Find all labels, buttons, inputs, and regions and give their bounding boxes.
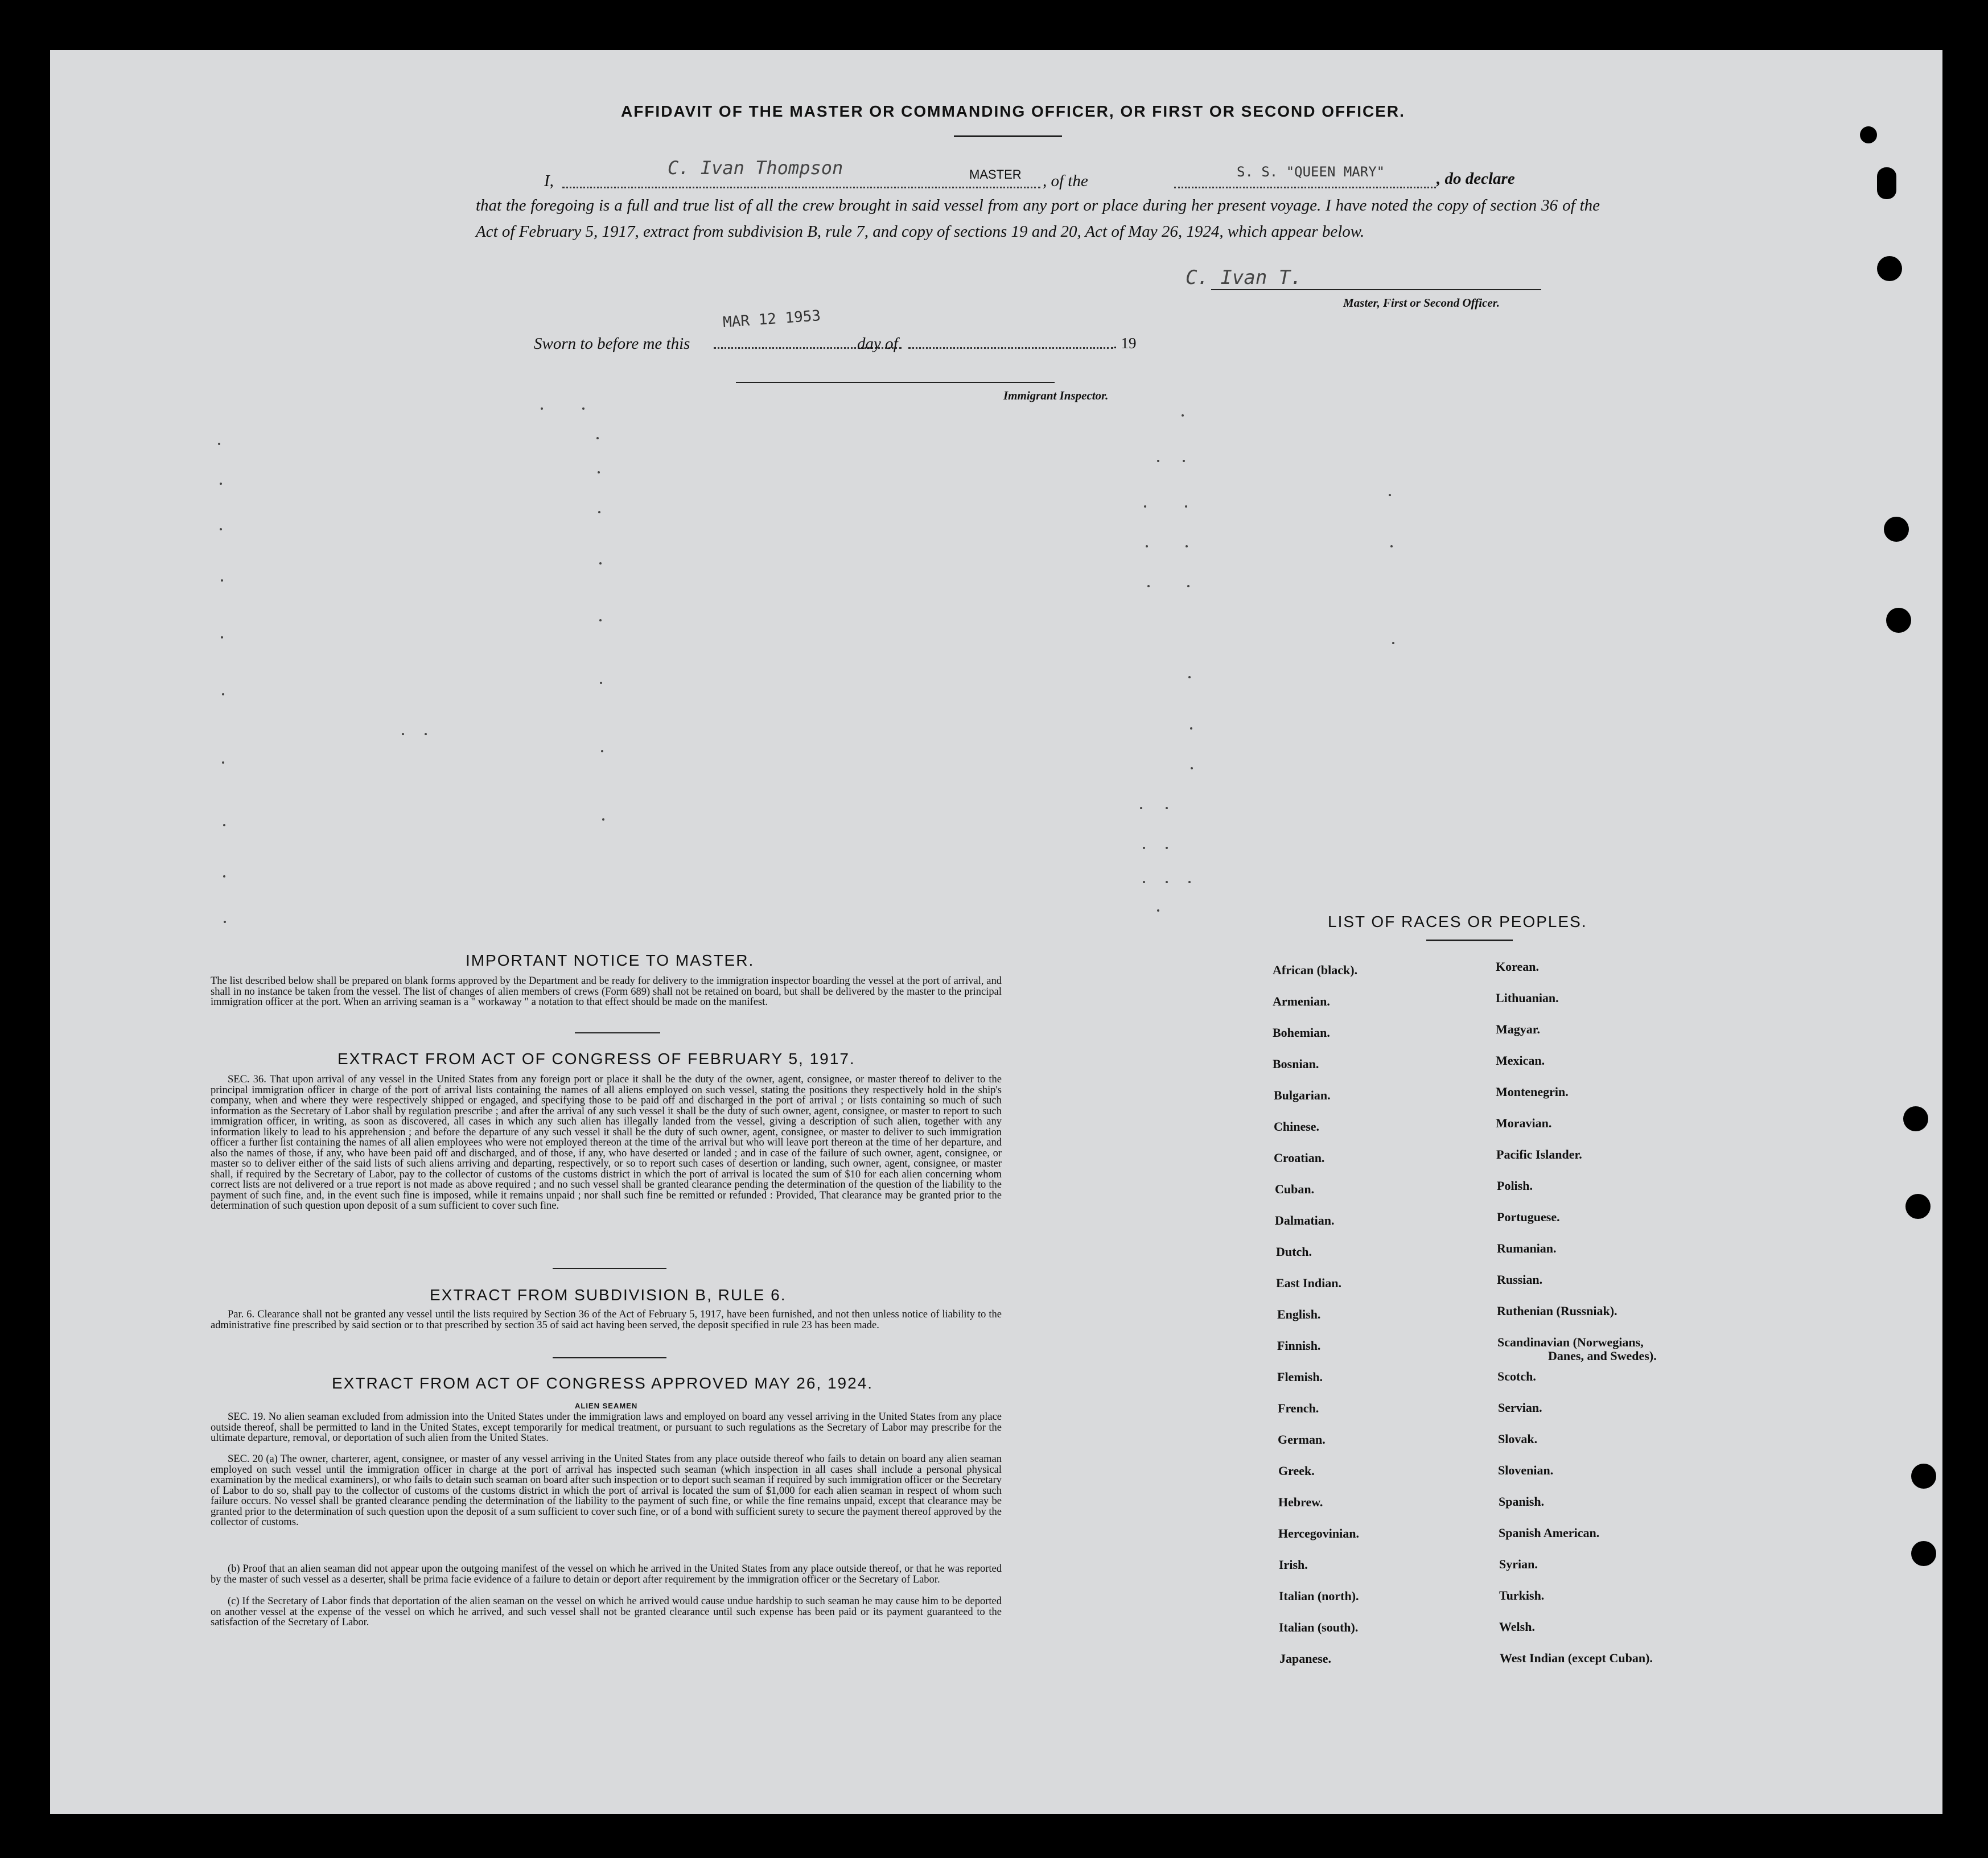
sec19-body: SEC. 19. No alien seaman excluded from admission into the United States under the immigration laws and employed on board any vessel arriving in the United States from any place outside thereof, shall be permitted to land in the United States, except temporarily for medical treatment, or pursuant to such regulations as the Secretary of Labor may prescribe for the ultimate departure, removal, or deportation of such alien from the United States. <box>211 1411 1002 1444</box>
form-dot <box>1143 881 1145 883</box>
form-dot <box>402 733 404 735</box>
sec20a-body: SEC. 20 (a) The owner, charterer, agent, consignee, or master of any vessel arriving in the United States from any place outside thereof who fails to detain on board any alien seaman employed on such vessel until the immigration officer in charge at the port of arrival has inspected such seaman (which inspection in all cases shall include a personal physical examination by the medical examiners), or who fails to detain such seaman on board after such inspection or to deport such seaman if required by such immigration officer or the Secretary of Labor to do so, shall pay to the collector of customs of the customs district in which the port of arrival is located the sum of $1,000 for each alien seaman in respect of whom such failure occurs. No vessel shall be granted clearance pending the determination of the liability to the payment of such fine, or while the fine remains unpaid, except that clearance may be granted prior to the determination of such question upon the deposit of a sum sufficient to cover such fine, or of a bond with sufficient surety to secure the payment thereof approved by the collector of customs. <box>211 1453 1002 1528</box>
of-the-label: , of the <box>1043 172 1088 190</box>
form-dot <box>1146 545 1148 547</box>
race-left-item: French. <box>1278 1401 1319 1415</box>
race-right-item: Slovenian. <box>1498 1463 1554 1477</box>
race-right-item: Scandinavian (Norwegians, <box>1497 1335 1644 1349</box>
officer-signature-handwritten: C. Ivan T. <box>1186 266 1302 289</box>
form-dot <box>1190 727 1192 730</box>
race-left-item: English. <box>1277 1307 1321 1321</box>
race-right-item: Servian. <box>1498 1400 1542 1415</box>
extract-1917-body: SEC. 36. That upon arrival of any vessel in the United States from any foreign port or place it shall be the duty of the owner, agent, consignee, or master thereof to deliver to the principal immigration officer in charge of the port of arrival lists containing the names of all aliens employed on such vessel, stating the positions they respectively hold in the ship's company, when and where they were respectively shipped or engaged, and specifying those to be paid off and discharged in the port of arrival ; or lists containing so much of such information as the Secretary of Labor shall by regulation prescribe ; and after the arrival of any such vessel it shall be the duty of such owner, agent, consignee, or master to report to such immigration officer, in writing, as soon as discovered, all cases in which any such alien has illegally landed from the vessel, giving a description of such alien, together with any information likely to lead to his apprehension ; and before the departure of any such vessel it shall be the duty of such owner, agent, consignee, or master to deliver to such immigration officer a further list containing the names of all alien employees who were not employed thereon at the time of the arrival but who will leave port thereon at the time of her departure, and also the names of those, if any, who have been paid off and discharged, and of those, if any, who have deserted or landed ; and in case of the failure of such owner, agent, consignee, or master so to deliver either of the said lists of such aliens arriving and departing, respectively, or so to report such cases of desertion or landing, such owner, agent, consignee, or master shall, if required by the Secretary of Labor, pay to the collector of customs of the customs district in which the port of arrival is located the sum of $10 for each alien concerning whom correct lists are not delivered or a true report is not made as above required ; and no such vessel shall be granted clearance pending the determination of the question of the liability to the payment of such fine, and, in the event such fine is imposed, while it remains unpaid ; nor shall such fine be remitted or refunded : Provided, That clearance may be granted prior to the determination of such question upon deposit of a sum sufficient to cover such fine. <box>211 1074 1002 1212</box>
form-dot <box>598 511 600 513</box>
race-left-item: Armenian. <box>1273 994 1330 1008</box>
race-left-item: Dutch. <box>1276 1245 1312 1259</box>
form-dot <box>598 471 600 473</box>
form-dot <box>1143 847 1145 849</box>
form-dot <box>602 818 604 821</box>
sworn-label: Sworn to before me this <box>534 335 690 353</box>
notice-body: The list described below shall be prepared on blank forms approved by the Department and be ready for delivery to the immigration inspector boarding the vessel at the port of arrival, and shall in no instance be taken from the vessel. The list of changes of alien members of crews (Form 689) shall not be retained on board, but shall be delivered by the master to the principal immigration officer at the port. When an arriving seaman is a " workaway " a notation to that effect should be made on the manifest. <box>211 975 1002 1008</box>
race-left-item: East Indian. <box>1276 1276 1341 1290</box>
sec20b-body: (b) Proof that an alien seaman did not appear upon the outgoing manifest of the vessel on which he arrived in the United States from any place outside thereof, or that he was reported by the master of such vessel as a deserter, shall be prima facie evidence of a failure to detain or deport after requirement by the immigration officer or the Secretary of Labor. <box>211 1563 1002 1585</box>
form-dot <box>221 579 223 582</box>
form-dot <box>1187 585 1189 587</box>
form-dot <box>599 619 602 621</box>
race-right-item: Lithuanian. <box>1496 991 1559 1005</box>
inspector-signature-line <box>736 382 1055 383</box>
title-underline <box>954 135 1062 137</box>
races-underline <box>1426 940 1513 941</box>
form-dot <box>222 693 224 695</box>
punch-hole <box>1903 1106 1928 1131</box>
race-left-item: African (black). <box>1273 963 1358 977</box>
race-right-item: Rumanian. <box>1497 1241 1557 1255</box>
signer-caption: Master, First or Second Officer. <box>1343 296 1500 310</box>
form-dot <box>1188 676 1191 678</box>
subdivision-title: EXTRACT FROM SUBDIVISION B, RULE 6. <box>430 1286 787 1304</box>
officer-signature-line <box>1211 289 1541 290</box>
subdivision-body: Par. 6. Clearance shall not be granted any vessel until the lists required by Section 36 of the Act of February 5, 1917, have been furnished, and not then unless notice of liability to the administrative fine prescribed by said section or to that prescribed by section 35 of said act having been served, the deposit specified in rule 23 has been made. <box>211 1309 1002 1331</box>
affidavit-i-label: I, <box>544 172 554 190</box>
race-left-item: Bohemian. <box>1273 1025 1330 1040</box>
year-label: . 19 <box>1113 335 1137 352</box>
vessel-name: S. S. "QUEEN MARY" <box>1237 164 1385 180</box>
race-left-item: German. <box>1278 1432 1326 1447</box>
form-dot <box>1185 505 1187 508</box>
form-dot <box>218 443 220 445</box>
form-dot <box>425 733 427 735</box>
race-left-item: Bosnian. <box>1273 1057 1319 1071</box>
form-dot <box>1157 909 1159 912</box>
form-dot <box>222 761 224 764</box>
race-right-item: Russian. <box>1497 1272 1543 1287</box>
race-right-item: Pacific Islander. <box>1496 1147 1582 1161</box>
race-right-item: Polish. <box>1497 1179 1533 1193</box>
punch-hole <box>1860 126 1877 143</box>
extract-1924-title: EXTRACT FROM ACT OF CONGRESS APPROVED MAY 26, 1924. <box>332 1374 874 1392</box>
alien-seamen-subtitle: ALIEN SEAMEN <box>575 1402 638 1410</box>
form-dot <box>224 921 226 923</box>
form-dot <box>601 750 603 752</box>
punch-hole <box>1877 256 1902 281</box>
form-dot <box>1390 545 1393 547</box>
declaration-text: that the foregoing is a full and true list of all the crew brought in said vessel from any port or place during her present voyage. I have noted the copy of section 36 of the Act of February 5, 1917, extract from subdivision B, rule 7, and copy of sections 19 and 20, Act of May 26, 1924, which appear below. <box>476 196 1600 241</box>
punch-hole <box>1911 1464 1936 1489</box>
race-right-item: Korean. <box>1496 959 1539 974</box>
race-right-item: Spanish. <box>1499 1494 1545 1509</box>
race-left-item: Greek. <box>1278 1464 1315 1478</box>
document-page <box>50 50 1942 1814</box>
punch-hole <box>1911 1541 1936 1566</box>
races-title: LIST OF RACES OR PEOPLES. <box>1328 913 1587 930</box>
extract-1917-title: EXTRACT FROM ACT OF CONGRESS OF FEBRUARY 5, 1917. <box>337 1050 855 1068</box>
form-dot <box>220 483 222 485</box>
race-right-item: West Indian (except Cuban). <box>1500 1651 1653 1665</box>
form-dot <box>1182 414 1184 417</box>
form-dot <box>599 562 602 565</box>
race-right-item: Spanish American. <box>1499 1526 1600 1540</box>
form-dot <box>220 528 222 530</box>
form-dot <box>1186 545 1188 547</box>
extract-1917-divider <box>553 1268 666 1269</box>
master-signature-handwritten: C. Ivan Thompson <box>668 157 843 179</box>
race-left-item: Flemish. <box>1277 1370 1323 1384</box>
race-left-item: Italian (south). <box>1279 1620 1359 1634</box>
form-dot <box>1183 460 1185 462</box>
affidavit-title: AFFIDAVIT OF THE MASTER OR COMMANDING OFFICER, OR FIRST OR SECOND OFFICER. <box>621 102 1405 120</box>
race-right-item: Moravian. <box>1496 1116 1552 1130</box>
form-dot <box>596 437 599 439</box>
race-left-item: Irish. <box>1279 1558 1308 1572</box>
race-right-item: Slovak. <box>1498 1432 1538 1446</box>
race-right-item: Ruthenian (Russniak). <box>1497 1304 1617 1318</box>
race-left-item: Japanese. <box>1279 1651 1332 1666</box>
form-dot <box>223 824 225 826</box>
form-dot <box>1166 847 1168 849</box>
punch-hole <box>1877 167 1896 199</box>
master-label: MASTER <box>969 167 1022 182</box>
form-dot <box>1188 881 1191 883</box>
master-name-line <box>562 187 1040 188</box>
race-right-item: Welsh. <box>1499 1620 1535 1634</box>
sworn-month-line <box>908 347 1113 349</box>
vessel-name-line <box>1174 187 1436 188</box>
sec20c-body: (c) If the Secretary of Labor finds that deportation of the alien seaman on the vessel on which he arrived would cause undue hardship to such seaman he may cause him to be deported on another vessel at the expense of the vessel on which he arrived, and such vessel shall not be granted clearance until such expense has been paid or its payment guaranteed to the satisfaction of the Secretary of Labor. <box>211 1596 1002 1628</box>
race-left-item: Hebrew. <box>1278 1495 1323 1509</box>
race-right-item: Syrian. <box>1499 1557 1538 1571</box>
punch-hole <box>1886 608 1911 633</box>
race-left-item: Dalmatian. <box>1275 1213 1335 1227</box>
race-left-item: Chinese. <box>1274 1119 1320 1134</box>
form-dot <box>1389 494 1391 496</box>
day-of-label: day of <box>857 335 898 353</box>
race-right-item: Turkish. <box>1499 1588 1545 1602</box>
race-left-item: Cuban. <box>1275 1182 1315 1196</box>
punch-hole <box>1884 517 1909 542</box>
notice-divider <box>575 1032 660 1033</box>
form-dot <box>582 407 585 410</box>
race-right-item: Mexican. <box>1496 1053 1545 1068</box>
race-left-item: Bulgarian. <box>1274 1088 1331 1102</box>
form-dot <box>1147 585 1150 587</box>
form-dot <box>221 636 223 638</box>
race-left-item: Croatian. <box>1274 1151 1325 1165</box>
form-dot <box>223 875 225 877</box>
race-left-item: Hercegovinian. <box>1278 1526 1359 1540</box>
form-dot <box>1191 767 1193 769</box>
do-declare-label: , do declare <box>1437 170 1515 188</box>
race-left-item: Finnish. <box>1277 1338 1321 1353</box>
race-right-item: Magyar. <box>1496 1022 1541 1036</box>
form-dot <box>600 682 602 684</box>
form-dot <box>1157 460 1159 462</box>
race-right-item: Montenegrin. <box>1496 1085 1569 1099</box>
race-right-item-continued: Danes, and Swedes). <box>1548 1349 1657 1363</box>
form-dot <box>1166 807 1168 809</box>
notice-title: IMPORTANT NOTICE TO MASTER. <box>466 951 755 969</box>
sworn-date-stamp: MAR 12 1953 <box>722 307 822 331</box>
form-dot <box>1166 881 1168 883</box>
subdivision-divider <box>553 1357 666 1358</box>
form-dot <box>541 407 543 410</box>
punch-hole <box>1905 1194 1931 1219</box>
form-dot <box>1140 807 1142 809</box>
race-right-item: Portuguese. <box>1497 1210 1560 1224</box>
form-dot <box>1144 505 1146 508</box>
race-left-item: Italian (north). <box>1279 1589 1359 1603</box>
race-right-item: Scotch. <box>1497 1369 1536 1383</box>
form-dot <box>1392 642 1394 644</box>
inspector-caption: Immigrant Inspector. <box>1003 389 1109 402</box>
